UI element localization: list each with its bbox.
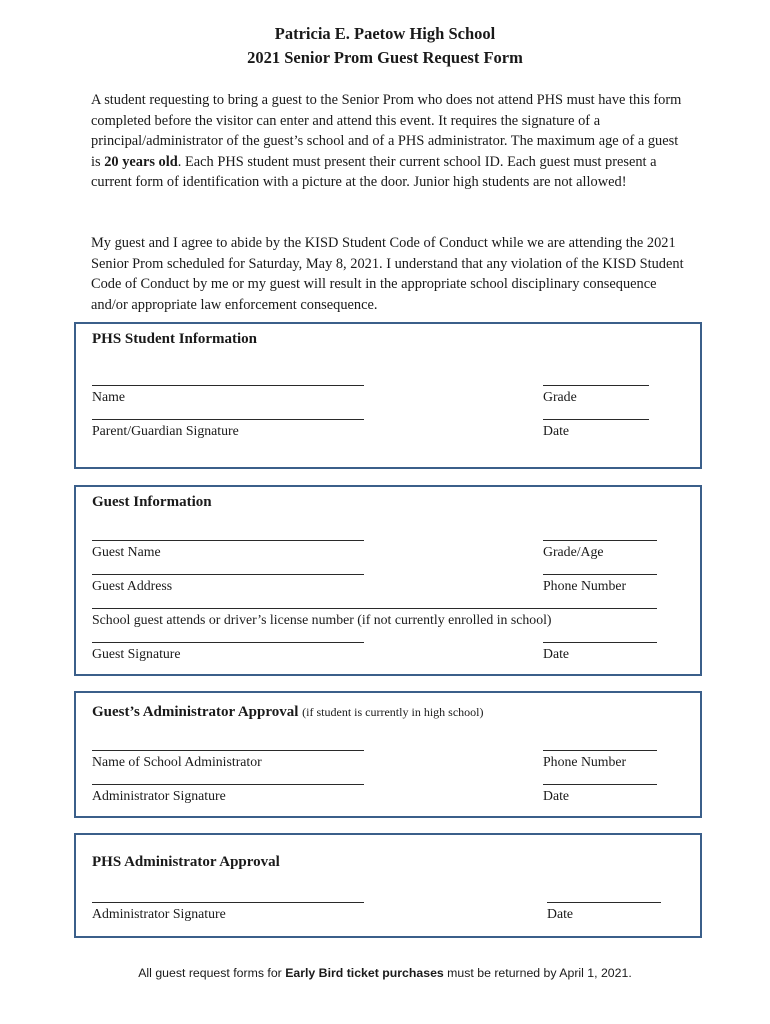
school-admin-name-field[interactable] — [92, 750, 364, 751]
school-name: Patricia E. Paetow High School — [274, 24, 496, 43]
phs-admin-signature-field[interactable] — [92, 902, 364, 903]
school-admin-phone-field[interactable] — [543, 750, 657, 751]
guest-grade-age-field[interactable] — [543, 540, 657, 541]
student-info-section — [74, 322, 702, 469]
guest-school-label: School guest attends or driver’s license number (if not currently enrolled in school) — [92, 612, 552, 627]
student-grade-field[interactable] — [543, 385, 649, 386]
student-name-field[interactable] — [92, 385, 364, 386]
phs-admin-title: PHS Administrator Approval — [92, 854, 280, 870]
guest-signature-label: Guest Signature — [92, 646, 181, 661]
intro-paragraph — [91, 90, 691, 193]
footer-note — [0, 966, 770, 980]
max-age: 20 years old — [104, 153, 178, 170]
guest-address-label: Guest Address — [92, 578, 173, 593]
guest-admin-signature-field[interactable] — [92, 784, 364, 785]
guest-admin-date-label: Date — [543, 788, 570, 803]
school-admin-phone-label: Phone Number — [543, 754, 627, 769]
guest-grade-age-label: Grade/Age — [543, 544, 604, 559]
guest-admin-date-field[interactable] — [543, 784, 657, 785]
intro-text-2: . Each PHS student must present their current school ID. Each guest must present a current form of identification with a picture at the door. Junior high students are not allowed! — [91, 153, 657, 190]
form-title: 2021 Senior Prom Guest Request Form — [247, 48, 523, 67]
guest-date-field[interactable] — [543, 642, 657, 643]
guest-section-title: Guest Information — [92, 494, 212, 510]
student-date-label: Date — [543, 423, 570, 438]
guest-admin-section — [74, 691, 702, 818]
parent-signature-label: Parent/Guardian Signature — [92, 423, 239, 438]
phs-admin-section — [74, 833, 702, 938]
guest-phone-label: Phone Number — [543, 578, 627, 593]
phs-admin-date-field[interactable] — [547, 902, 661, 903]
guest-admin-title — [92, 704, 483, 721]
student-date-field[interactable] — [543, 419, 649, 420]
student-name-label: Name — [92, 389, 125, 404]
guest-date-label: Date — [543, 646, 570, 661]
guest-admin-note: (if student is currently in high school) — [302, 705, 484, 719]
phs-admin-date-label: Date — [547, 906, 574, 921]
agreement-paragraph: My guest and I agree to abide by the KISD Student Code of Conduct while we are attending the 2021 Senior Prom scheduled for Saturday, May 8, 2021. I understand that any violation of the KISD Student Code of Conduct by me or my guest will result in the appropriate school disciplinary consequence and/or appropriate law enforcement consequence. — [91, 235, 684, 313]
guest-name-field[interactable] — [92, 540, 364, 541]
guest-phone-field[interactable] — [543, 574, 657, 575]
guest-name-label: Guest Name — [92, 544, 161, 559]
footer-text-2: must be returned by April 1, 2021. — [443, 966, 632, 980]
intro-text-1: A student requesting to bring a guest to the Senior Prom who does not attend PHS must have this form completed before the visitor can enter and attend this event. It requires the signature of a principal/administrator of the guest’s school and of a PHS administrator. The maximum age of a guest is — [91, 92, 682, 170]
parent-signature-field[interactable] — [92, 419, 364, 420]
school-admin-name-label: Name of School Administrator — [92, 754, 262, 769]
footer-bold-text: Early Bird ticket purchases — [285, 966, 444, 980]
guest-school-field[interactable] — [92, 608, 657, 609]
guest-address-field[interactable] — [92, 574, 364, 575]
guest-signature-field[interactable] — [92, 642, 364, 643]
student-grade-label: Grade — [543, 389, 577, 404]
footer-text-1: All guest request forms for — [138, 966, 286, 980]
phs-admin-signature-label: Administrator Signature — [92, 906, 226, 921]
guest-admin-title-text: Guest’s Administrator Approval — [92, 704, 299, 720]
student-section-title: PHS Student Information — [92, 331, 258, 347]
guest-info-section — [74, 485, 702, 676]
guest-admin-signature-label: Administrator Signature — [92, 788, 226, 803]
